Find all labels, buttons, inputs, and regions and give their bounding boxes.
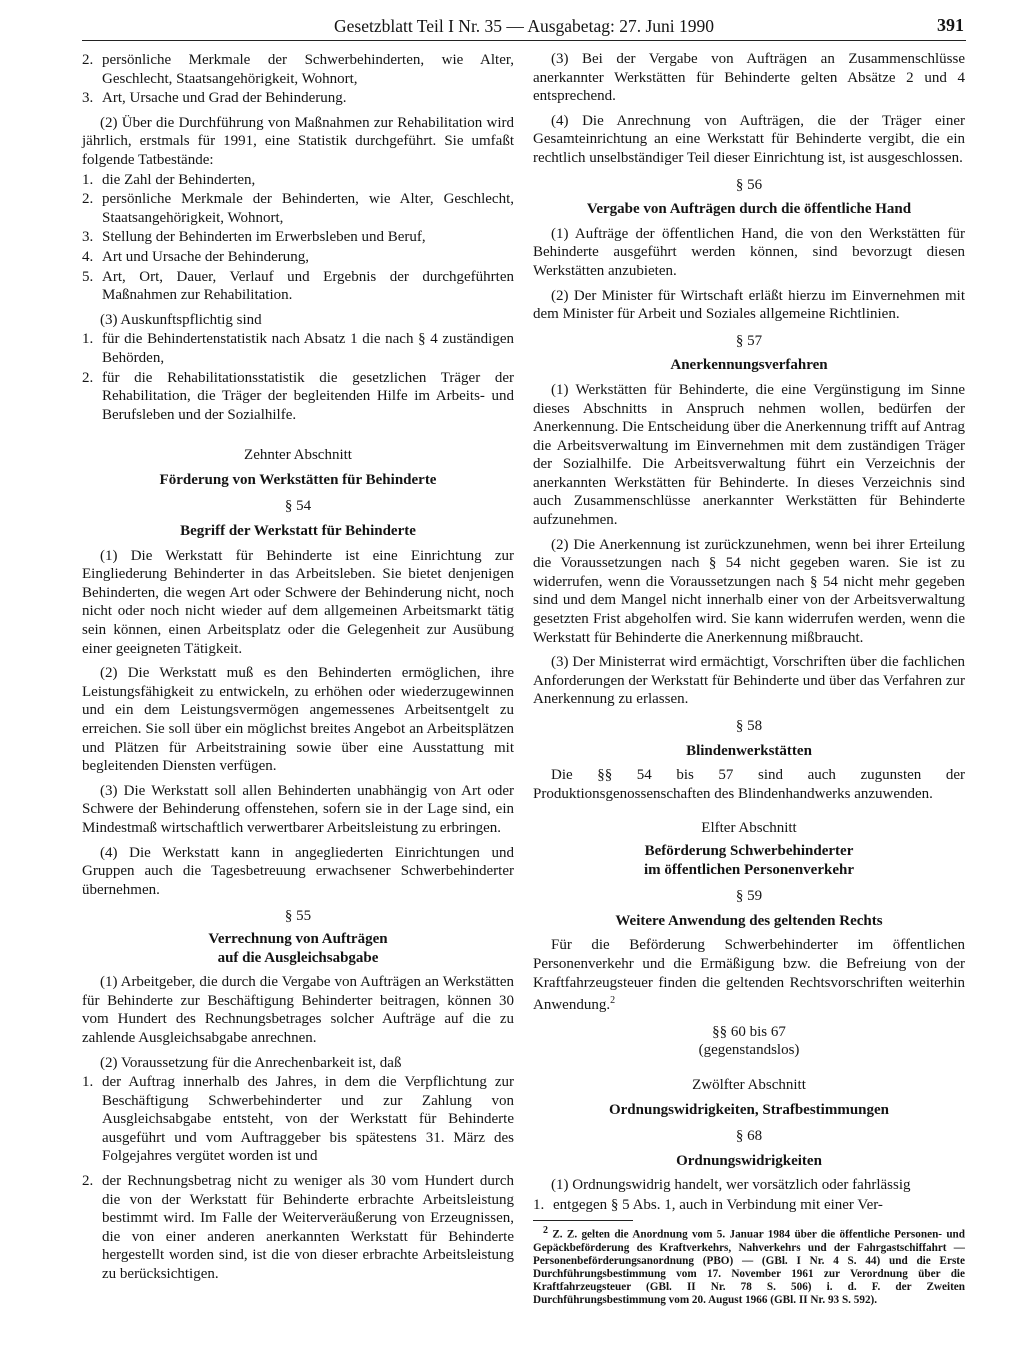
paragraph: Die §§ 54 bis 57 sind auch zugunsten der Produktionsgenossenschaften des Blindenhandwerks anzuwenden. xyxy=(533,767,965,802)
section-title: Blindenwerkstätten xyxy=(686,742,812,759)
item-text: persönliche Merkmale der Behinderten, wie Alter, Geschlecht, Staatsangehörigkeit, Wohnort, xyxy=(102,191,514,226)
section-number: § 56 xyxy=(735,176,763,193)
section-title: Anerkennungsverfahren xyxy=(670,357,828,374)
item-text: entgegen § 5 Abs. 1, auch in Verbindung mit einer Ver- xyxy=(553,1196,883,1213)
paragraph: (1) Ordnungswidrig handelt, wer vorsätzlich oder fahrlässig xyxy=(551,1177,911,1194)
section-number: § 57 xyxy=(735,332,763,349)
item-number: 1. xyxy=(533,1196,545,1213)
paragraph: (3) Die Werkstatt soll allen Behinderten unabhängig von Art oder Schwere der Behinderung offenstehen, sofern sie in der Lage sind, ein Mindestmaß wirtschaftlich verwertbarer Arbeitsleistung zu erbringen. xyxy=(82,782,514,836)
item-number: 1. xyxy=(82,171,94,188)
paragraph: (2) Voraussetzung für die Anrechenbarkeit ist, daß xyxy=(100,1054,402,1071)
chapter-label: Zwölfter Abschnitt xyxy=(692,1076,806,1093)
item-number: 5. xyxy=(82,268,94,285)
page-number: 391 xyxy=(937,15,964,35)
paragraph xyxy=(533,936,965,1014)
list-item xyxy=(82,268,514,305)
chapter-title: Förderung von Werkstätten für Behinderte xyxy=(159,471,437,488)
paragraph: (1) Aufträge der öffentlichen Hand, die von den Werkstätten für Behinderte ausgeführt werden können, sind bevorzugt diesen Werkstätten anzubieten. xyxy=(533,225,965,279)
footnote-divider xyxy=(533,1220,633,1221)
item-text: für die Rehabilitationsstatistik die gesetzlichen Träger der Rehabilitation, die Träger der begleitenden Hilfe im Arbeits- und Berufsleben und der Sozialhilfe. xyxy=(102,369,514,423)
section-title: Begriff der Werkstatt für Behinderte xyxy=(180,523,416,540)
section-number: § 55 xyxy=(284,908,312,925)
paragraph: (2) Über die Durchführung von Maßnahmen zur Rehabilitation wird jährlich, erstmals für 1991, eine Statistik durchgeführt. Sie umfaßt folgende Tatbestände: xyxy=(82,114,514,168)
chapter-label: Elfter Abschnitt xyxy=(701,820,797,837)
page-header xyxy=(82,14,966,41)
section-title: Ordnungswidrigkeiten xyxy=(676,1152,822,1169)
list-item xyxy=(82,51,514,88)
chapter-title: Ordnungswidrigkeiten, Strafbestimmungen xyxy=(608,1101,890,1118)
chapter-title-line-2: im öffentlichen Personenverkehr xyxy=(644,861,854,878)
paragraph: (4) Die Anrechnung von Aufträgen, die der Träger einer Gesamteinrichtung an eine Werkstatt für Behinderte vergibt, die ein rechtlich unselbständiger Teil dieser Einrichtung ist, ist ausgeschlossen. xyxy=(533,112,965,166)
item-text: Stellung der Behinderten im Erwerbsleben und Beruf, xyxy=(102,229,426,246)
item-text: persönliche Merkmale der Schwerbehinderten, wie Alter, Geschlecht, Staatsangehörigkeit, Wohnort, xyxy=(102,52,514,87)
item-text: der Rechnungsbetrag nicht zu weniger als 30 vom Hundert durch die von der Werkstatt für Behinderte erbrachte Arbeitsleistung bestimmt wird. Im Falle der Weiterveräußerung von Erzeugnissen, die von einer anderen anerkannten Werkstatt für Behinderte hergestellt worden sind, ist die von dieser erbrachte Arbeitsleistung zu berücksichtigen. xyxy=(102,1173,514,1283)
section-number: § 58 xyxy=(735,718,763,734)
paragraph: (2) Die Anerkennung ist zurückzunehmen, wenn bei ihrer Erteilung die Voraussetzungen nach § 54 nicht gegeben waren. Sie ist zu widerrufen, wenn die Voraussetzungen nach § 54 nicht mehr gegeben sind und dem Mangel nicht innerhalb einer von der Arbeitsverwaltung gesetzten Frist abgeholfen wird. Sie kann widerrufen werden, wenn die Werkstatt für Behinderte die Anerkennung mißbraucht. xyxy=(533,536,965,646)
item-number: 4. xyxy=(82,248,94,265)
footnote xyxy=(533,1224,965,1307)
item-text: der Auftrag innerhalb des Jahres, in dem die Verpflichtung zur Beschäftigung Schwerbehinderter und zur Zahlung von Ausgleichsabgabe entsteht, von der Werkstatt für Behinderte ausgeführt und vom Auftraggeber bis spätestens 31. März des Folgejahres vergütet worden ist und xyxy=(102,1074,514,1165)
item-number: 2. xyxy=(82,52,94,68)
paragraph: (1) Die Werkstatt für Behinderte ist eine Einrichtung zur Eingliederung Behinderter in das Arbeitsleben. Sie bietet denjenigen Behinderten, die wegen Art oder Schwere der Behinderung nicht, noch nicht oder noch nicht wieder auf dem allgemeinen Arbeitsmarkt tätig sein können, einen Arbeitsplatz oder die Gelegenheit zur Ausübung einer geeigneten Tätigkeit. xyxy=(82,547,514,657)
paragraph-text: Für die Beförderung Schwerbehinderter im öffentlichen Personenverkehr und die Ermäßigung bzw. die Befreiung von der Kraftfahrzeugsteuer finden die geltenden Rechtsvorschriften weiterhin Anwendung. xyxy=(533,937,965,1014)
item-number: 3. xyxy=(82,90,94,107)
paragraph: (3) Der Ministerrat wird ermächtigt, Vorschriften über die fachlichen Anforderungen der Werkstatt für Behinderte und über das Verfahren zur Anerkennung zu erlassen. xyxy=(533,654,965,708)
section-title-line-2: auf die Ausgleichsabgabe xyxy=(217,949,379,966)
section-note: (gegenstandslos) xyxy=(698,1042,800,1059)
header-title: Gesetzblatt Teil I Nr. 35 — Ausgabetag: 27. Juni 1990 xyxy=(334,16,714,36)
list-item xyxy=(82,171,514,190)
chapter-title-line-1: Beförderung Schwerbehinderter xyxy=(644,842,854,859)
list-item xyxy=(82,369,514,425)
section-title: Vergabe von Aufträgen durch die öffentliche Hand xyxy=(586,201,912,218)
footnote-ref: 2 xyxy=(610,995,616,1007)
item-number: 3. xyxy=(82,229,94,246)
paragraph: (2) Die Werkstatt muß es den Behinderten ermöglichen, ihre Leistungsfähigkeit zu entwickeln, zu erhöhen oder wiederzugewinnen und ein dem Leistungsvermögen angemessenes Arbeitsentgelt zu erreichen. Sie soll über ein möglichst breites Angebot an Arbeitsplätzen und Plätzen für Arbeitstraining sowie über eine Ausstattung mit begleitenden Diensten verfügen. xyxy=(82,665,514,775)
item-number: 2. xyxy=(82,369,94,386)
paragraph: (1) Arbeitgeber, die durch die Vergabe von Aufträgen an Werkstätten für Behinderte zur Beschäftigung Behinderter beitragen, können 30 vom Hundert des Rechnungsbetrages solcher Aufträge auf die zu zahlende Ausgleichsabgabe anrechnen. xyxy=(82,974,514,1046)
list-item xyxy=(82,228,514,247)
item-text: Art und Ursache der Behinderung, xyxy=(102,248,310,265)
item-text: Art, Ort, Dauer, Verlauf und Ergebnis der durchgeführten Maßnahmen zur Rehabilitation. xyxy=(102,268,514,304)
list-item xyxy=(82,1073,514,1166)
list-item xyxy=(82,330,514,367)
list-item xyxy=(82,190,514,227)
item-text: Art, Ursache und Grad der Behinderung. xyxy=(102,90,347,107)
right-column xyxy=(533,50,965,1307)
list-item xyxy=(82,89,514,108)
item-text: für die Behindertenstatistik nach Absatz 1 die nach § 4 zuständigen Behörden, xyxy=(102,331,514,366)
item-number: 2. xyxy=(82,1173,94,1190)
section-range: §§ 60 bis 67 xyxy=(712,1023,786,1040)
list-item xyxy=(82,248,514,267)
chapter-label: Zehnter Abschnitt xyxy=(244,447,352,464)
paragraph: (3) Auskunftspflichtig sind xyxy=(100,311,262,328)
paragraph: (4) Die Werkstatt kann in angegliederten Einrichtungen und Gruppen auch die Tagesbetreuung erwachsener Schwerbehinderter übernehmen. xyxy=(82,844,514,898)
section-title: Weitere Anwendung des geltenden Rechts xyxy=(615,912,883,929)
footnote-text: Z. Z. gelten die Anordnung vom 5. Januar 1984 über die öffentliche Personen- und Gepäckbeförderung des Kraftverkehrs, Nahverkehrs und der Fahrgastschiffahrt — Personenbeförderungsanordnung (PBO) — (GBl. I Nr. 4 S. 44) und die Erste Durchführungsbestimmung vom 17. November 1961 zur Verordnung über die Kraftfahrzeugsteuer (GBl. II Nr. 78 S. 506) i. d. F. der Zweiten Durchführungsbestimmung vom 20. August 1966 (GBl. II Nr. 93 S. 592). xyxy=(533,1229,965,1307)
paragraph: (1) Werkstätten für Behinderte, die eine Vergünstigung im Sinne dieses Abschnitts in Anspruch nehmen wollen, bedürfen der Anerkennung. Die Entscheidung über die Anerkennung trifft auf Antrag die Arbeitsverwaltung im Einvernehmen mit dem zuständigen Träger der Sozialhilfe. Die Arbeitsverwaltung führt ein Verzeichnis der anerkannten Werkstätten für Behinderte. In dieses Verzeichnis sind auch Zusammenschlüsse anerkannter Werkstätten für Behinderte aufzunehmen. xyxy=(533,381,965,529)
paragraph: (2) Der Minister für Wirtschaft erläßt hierzu im Einvernehmen mit dem Minister für Arbeit und Soziales allgemeine Richtlinien. xyxy=(533,287,965,323)
section-number: § 59 xyxy=(735,888,763,905)
item-text: die Zahl der Behinderten, xyxy=(102,171,256,188)
list-item xyxy=(82,1172,514,1284)
section-number: § 68 xyxy=(735,1128,763,1145)
section-title-line-1: Verrechnung von Aufträgen xyxy=(208,930,388,947)
item-number: 1. xyxy=(82,331,94,348)
left-column xyxy=(82,50,514,1284)
item-number: 1. xyxy=(82,1074,94,1091)
section-number: § 54 xyxy=(284,498,312,515)
list-item xyxy=(533,1196,965,1215)
footnote-number: 2 xyxy=(543,1225,548,1237)
paragraph: (3) Bei der Vergabe von Aufträgen an Zusammenschlüsse anerkannter Werkstätten für Behinderte gelten Absätze 2 und 4 entsprechend. xyxy=(533,51,965,105)
item-number: 2. xyxy=(82,191,94,208)
